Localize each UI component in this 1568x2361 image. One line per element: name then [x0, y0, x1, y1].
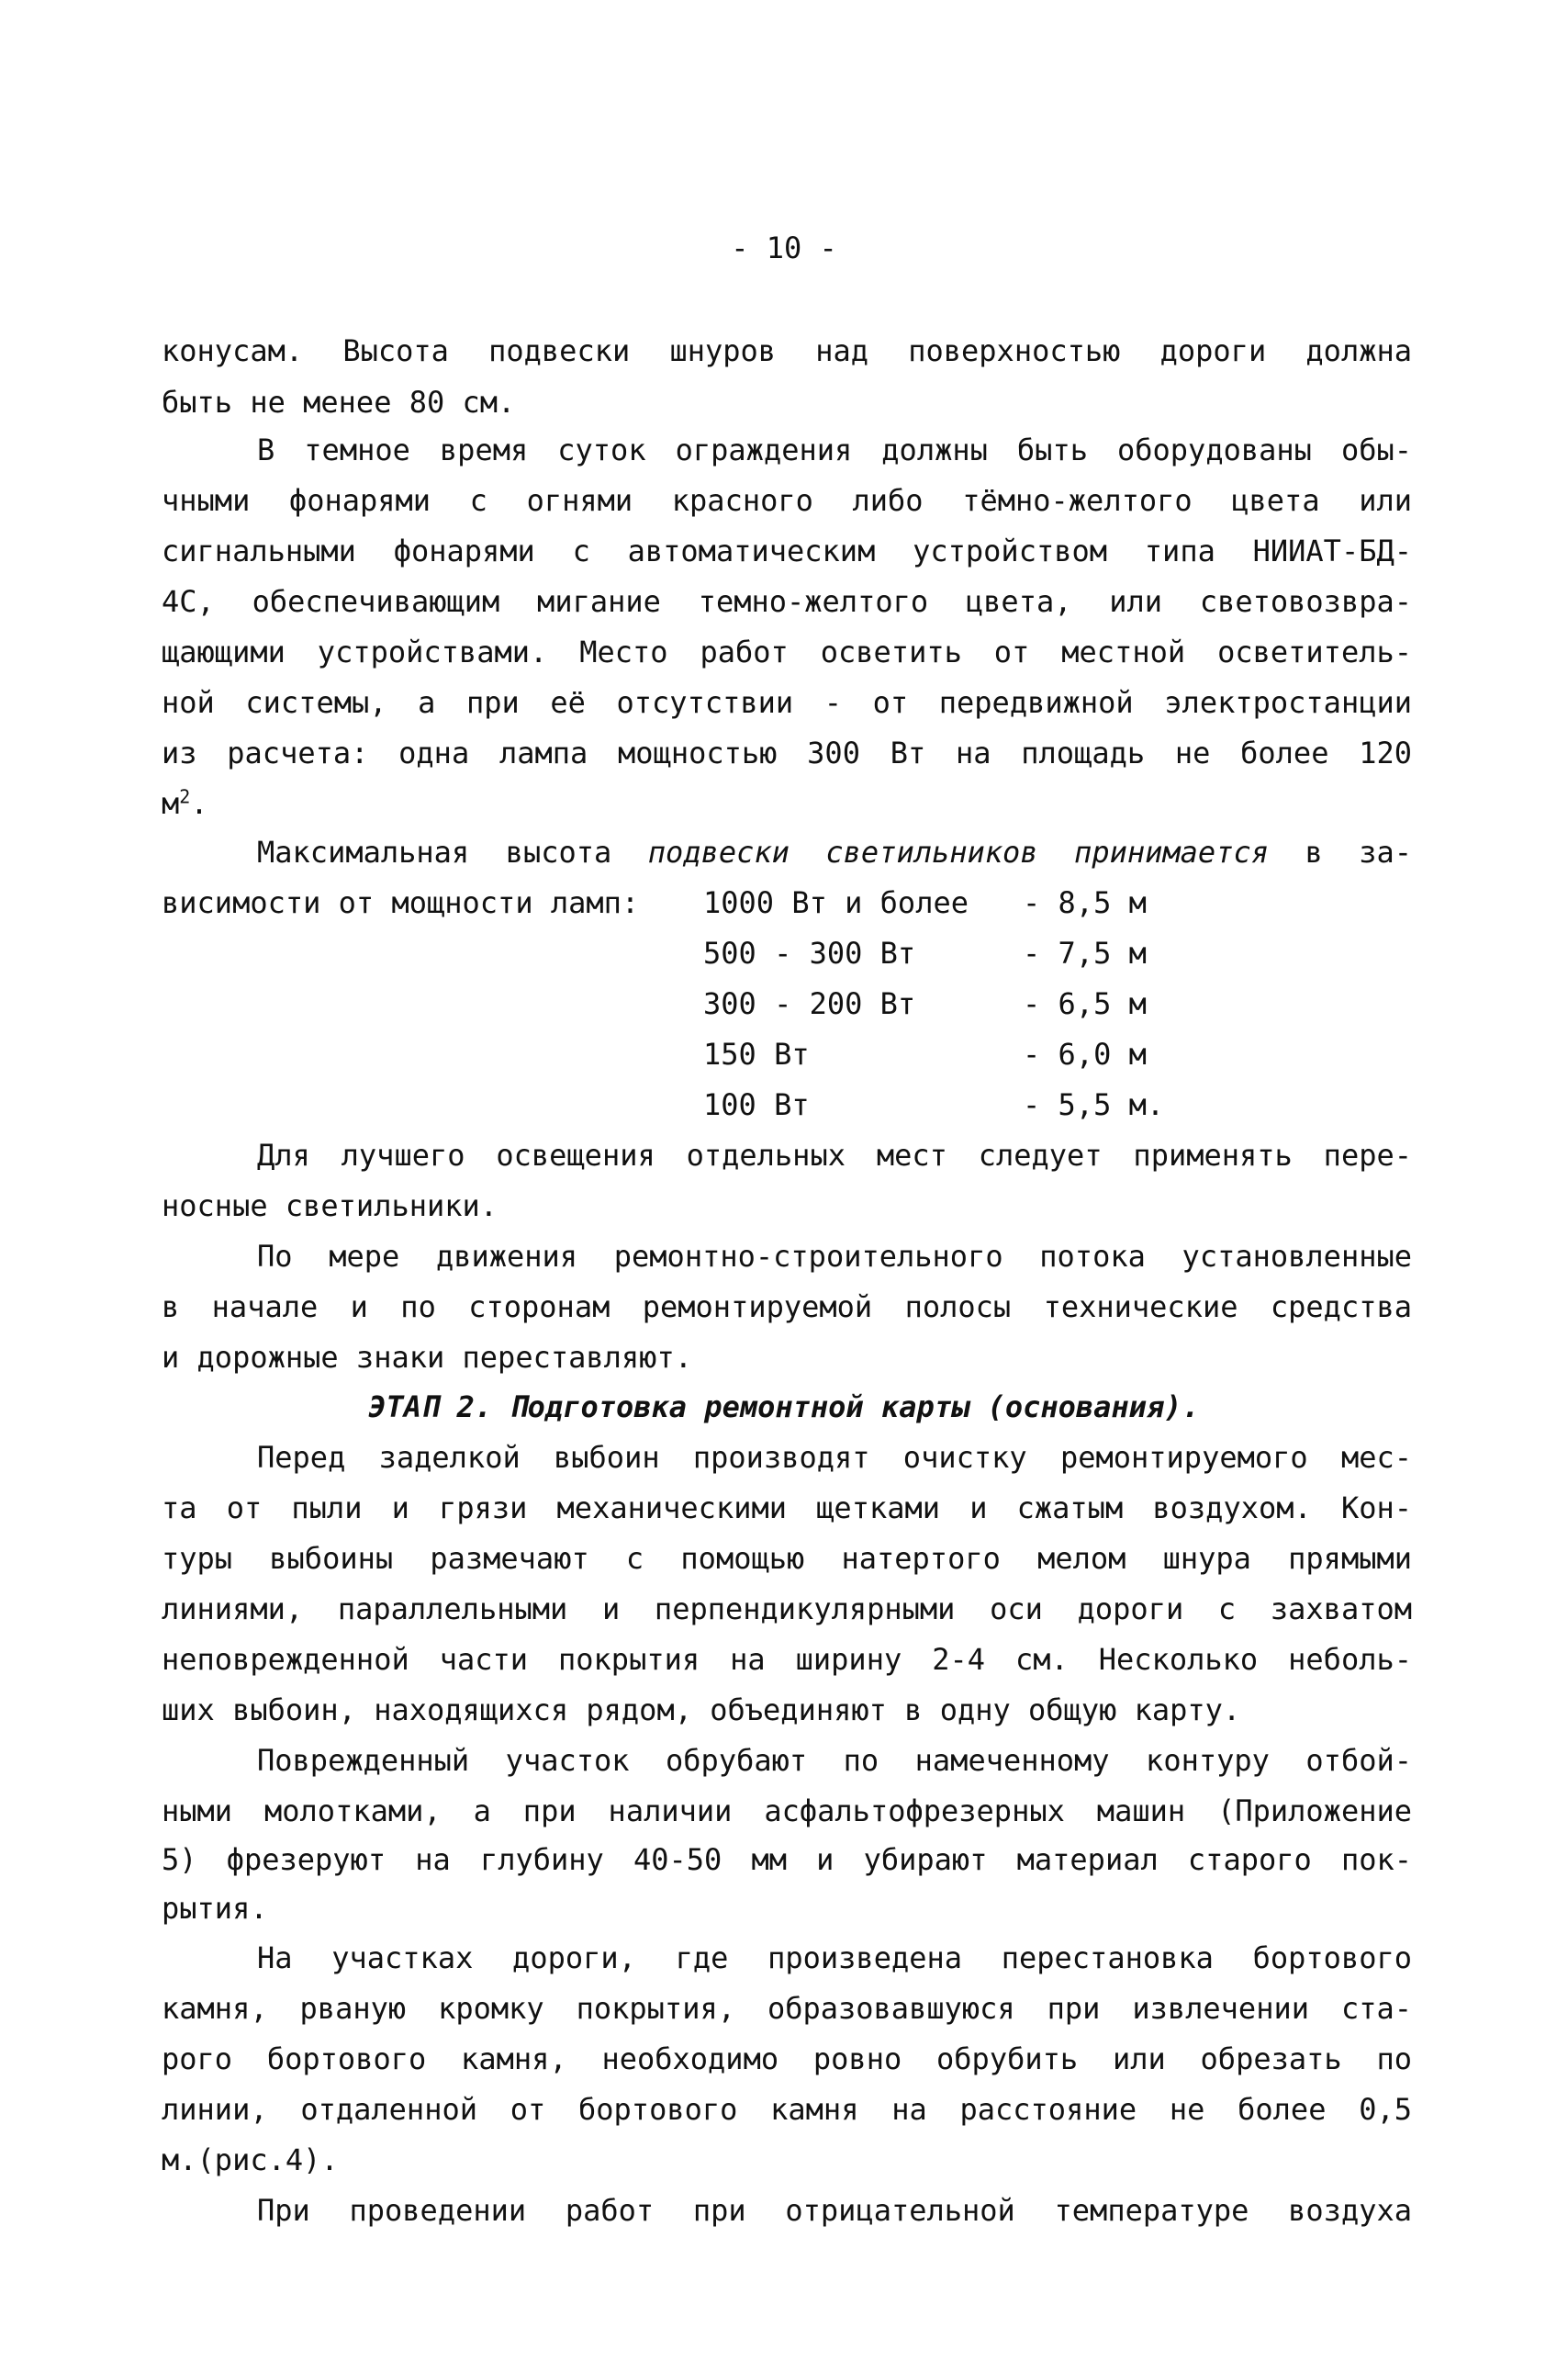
paragraph-6-line-2: та от пыли и грязи механическими щетками и сжатым воздухом. Кон-: [162, 1490, 1412, 1525]
paragraph-5-line-3: и дорожные знаки переставляют.: [162, 1340, 692, 1375]
paragraph-2-line-1: В темное время суток ограждения должны быть оборудованы обы-: [257, 433, 1412, 467]
paragraph-2-line-6: ной системы, а при её отсутствии - от передвижной электростанции: [162, 685, 1412, 720]
unit-tail: .: [190, 786, 208, 821]
paragraph-2-line-7: из расчета: одна лампа мощностью 300 Вт на площадь не более 120: [162, 736, 1412, 770]
paragraph-6-line-4: линиями, параллельными и перпендикулярными оси дороги с захватом: [162, 1591, 1412, 1626]
paragraph-7-line-2: ными молотками, а при наличии асфальтофрезерных машин (Приложение: [162, 1793, 1412, 1828]
paragraph-1-line-2: быть не менее 80 см.: [162, 385, 516, 420]
unit-text: м: [162, 786, 180, 821]
paragraph-5-line-2: в начале и по сторонам ремонтируемой полосы технические средства: [162, 1289, 1412, 1324]
paragraph-3-lead: висимости от мощности ламп:: [162, 885, 640, 920]
paragraph-4-line-1: Для лучшего освещения отдельных мест следует применять пере-: [257, 1138, 1412, 1173]
paragraph-6-line-6: ших выбоин, находящихся рядом, объединяют в одну общую карту.: [162, 1692, 1241, 1727]
table-row-height: - 7,5 м: [1023, 936, 1147, 971]
paragraph-8-line-4: линии, отдаленной от бортового камня на расстояние не более 0,5: [162, 2092, 1412, 2127]
paragraph-7-line-4: рытия.: [162, 1891, 268, 1926]
paragraph-2-line-5: щающими устройствами. Место работ осветить от местной осветитель-: [162, 635, 1412, 669]
paragraph-3-italic: подвески светильников принимается: [647, 835, 1269, 870]
paragraph-4-line-2: носные светильники.: [162, 1188, 498, 1223]
table-row-power: 1000 Вт и более: [703, 885, 969, 920]
paragraph-8-line-2: камня, рваную кромку покрытия, образовавшуюся при извлечении ста-: [162, 1991, 1412, 2026]
paragraph-6-line-3: туры выбоины размечают с помощью натертого мелом шнура прямыми: [162, 1541, 1412, 1576]
paragraph-6-line-1: Перед заделкой выбоин производят очистку ремонтируемого мес-: [257, 1440, 1412, 1475]
table-row-height: - 8,5 м: [1023, 885, 1147, 920]
table-row-power: 100 Вт: [703, 1087, 810, 1122]
table-row-height: - 5,5 м.: [1023, 1087, 1165, 1122]
paragraph-2-line-2: чными фонарями с огнями красного либо тёмно-желтого цвета или: [162, 483, 1412, 518]
paragraph-7-line-1: Поврежденный участок обрубают по намеченному контуру отбой-: [257, 1743, 1412, 1778]
paragraph-2-line-8: [162, 785, 1412, 822]
table-row-height: - 6,5 м: [1023, 986, 1147, 1021]
section-heading: ЭТАП 2. Подготовка ремонтной карты (основания).: [368, 1389, 1200, 1424]
table-row-power: 500 - 300 Вт: [703, 936, 916, 971]
page-number: - 10 -: [731, 230, 837, 265]
table-row-power: 150 Вт: [703, 1037, 810, 1072]
table-row-power: 300 - 200 Вт: [703, 986, 916, 1021]
paragraph-6-line-5: неповрежденной части покрытия на ширину 2-4 см. Несколько неболь-: [162, 1642, 1412, 1677]
paragraph-3-line-1: [257, 834, 1412, 871]
paragraph-3-tail: в за-: [1268, 835, 1413, 870]
paragraph-7-line-3: 5) фрезеруют на глубину 40-50 мм и убирают материал старого пок-: [162, 1842, 1412, 1877]
paragraph-8-line-1: На участках дороги, где произведена перестановка бортового: [257, 1940, 1412, 1975]
unit-superscript: 2: [179, 785, 191, 808]
paragraph-1-line-1: конусам. Высота подвески шнуров над поверхностью дороги должна: [162, 333, 1412, 368]
paragraph-2-line-4: 4С, обеспечивающим мигание темно-желтого цвета, или световозвра-: [162, 584, 1412, 619]
paragraph-8-line-5: м.(рис.4).: [162, 2142, 339, 2177]
paragraph-2-line-3: сигнальными фонарями с автоматическим устройством типа НИИАТ-БД-: [162, 534, 1412, 568]
paragraph-5-line-1: По мере движения ремонтно-строительного потока установленные: [257, 1239, 1412, 1274]
paragraph-3-normal: Максимальная высота: [257, 835, 648, 870]
paragraph-9-line-1: При проведении работ при отрицательной температуре воздуха: [257, 2193, 1412, 2228]
table-row-height: - 6,0 м: [1023, 1037, 1147, 1072]
paragraph-8-line-3: рого бортового камня, необходимо ровно обрубить или обрезать по: [162, 2041, 1412, 2076]
